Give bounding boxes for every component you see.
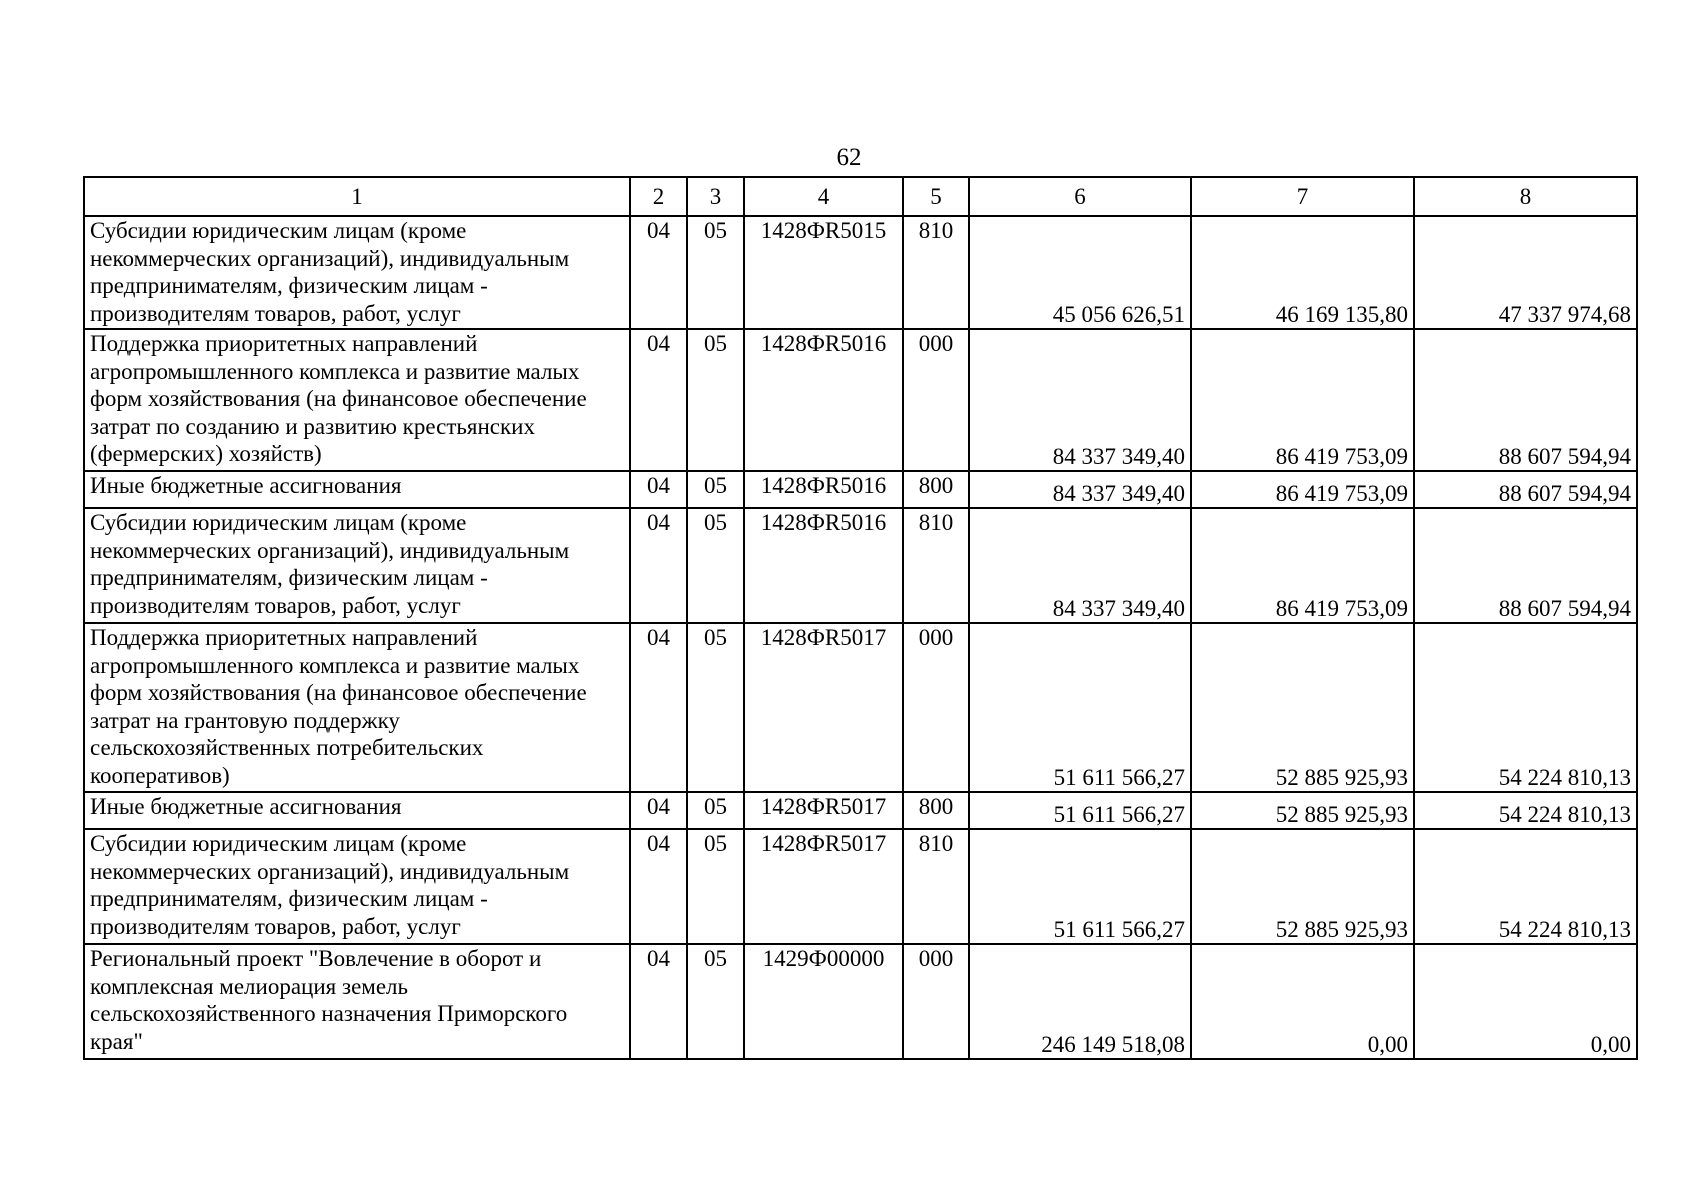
row-amount-7: 86 419 753,09: [1191, 329, 1414, 471]
table-row: [84, 829, 1637, 944]
col-header-5: 5: [903, 177, 969, 216]
row-amount-7: 86 419 753,09: [1191, 471, 1414, 508]
row-amount-8: 47 337 974,68: [1414, 216, 1637, 329]
row-section: 04: [630, 944, 687, 1059]
row-expense-type: 810: [903, 508, 969, 623]
row-amount-6: 51 611 566,27: [969, 792, 1191, 829]
row-expense-type: 810: [903, 829, 969, 944]
col-header-8: 8: [1414, 177, 1637, 216]
row-amount-8: 88 607 594,94: [1414, 329, 1637, 471]
row-target-article: 1428ФR5016: [744, 471, 903, 508]
row-target-article: 1428ФR5016: [744, 508, 903, 623]
row-section: 04: [630, 829, 687, 944]
row-target-article: 1428ФR5017: [744, 792, 903, 829]
budget-table: [83, 176, 1638, 1060]
row-expense-type: 800: [903, 792, 969, 829]
row-subsection: 05: [687, 508, 744, 623]
row-name: Поддержка приоритетных направлений агропромышленного комплекса и развитие малых форм хозяйствования (на финансовое обеспечение затрат по созданию и развитию крестьянских (фермерских) хозяйств): [84, 329, 630, 471]
row-amount-6: 84 337 349,40: [969, 471, 1191, 508]
row-name: Поддержка приоритетных направлений агропромышленного комплекса и развитие малых форм хозяйствования (на финансовое обеспечение затрат на грантовую поддержку сельскохозяйственных потребительских кооперативов): [84, 623, 630, 792]
row-amount-8: 54 224 810,13: [1414, 829, 1637, 944]
col-header-7: 7: [1191, 177, 1414, 216]
row-section: 04: [630, 508, 687, 623]
table-row: [84, 944, 1637, 1059]
table-row: [84, 792, 1637, 829]
row-amount-7: 52 885 925,93: [1191, 792, 1414, 829]
row-amount-7: 52 885 925,93: [1191, 623, 1414, 792]
col-header-2: 2: [630, 177, 687, 216]
row-subsection: 05: [687, 471, 744, 508]
row-amount-7: 46 169 135,80: [1191, 216, 1414, 329]
row-amount-6: 246 149 518,08: [969, 944, 1191, 1059]
row-name: Иные бюджетные ассигнования: [84, 471, 630, 508]
row-amount-8: 54 224 810,13: [1414, 792, 1637, 829]
table-row: [84, 216, 1637, 329]
page-number: 62: [836, 144, 862, 171]
row-amount-6: 51 611 566,27: [969, 829, 1191, 944]
row-amount-7: 86 419 753,09: [1191, 508, 1414, 623]
row-name: Иные бюджетные ассигнования: [84, 792, 630, 829]
row-expense-type: 800: [903, 471, 969, 508]
table-row: [84, 623, 1637, 792]
row-expense-type: 000: [903, 329, 969, 471]
col-header-4: 4: [744, 177, 903, 216]
row-amount-8: 0,00: [1414, 944, 1637, 1059]
row-amount-6: 51 611 566,27: [969, 623, 1191, 792]
row-name: Региональный проект "Вовлечение в оборот и комплексная мелиорация земель сельскохозяйственного назначения Приморского края": [84, 944, 630, 1059]
row-subsection: 05: [687, 623, 744, 792]
col-header-3: 3: [687, 177, 744, 216]
row-subsection: 05: [687, 792, 744, 829]
row-amount-6: 84 337 349,40: [969, 508, 1191, 623]
row-name: Субсидии юридическим лицам (кроме некоммерческих организаций), индивидуальным предпринимателям, физическим лицам - производителям товаров, работ, услуг: [84, 508, 630, 623]
row-section: 04: [630, 216, 687, 329]
row-amount-8: 54 224 810,13: [1414, 623, 1637, 792]
row-amount-8: 88 607 594,94: [1414, 471, 1637, 508]
row-section: 04: [630, 471, 687, 508]
header-row: [84, 177, 1637, 216]
row-section: 04: [630, 623, 687, 792]
row-subsection: 05: [687, 216, 744, 329]
row-target-article: 1428ФR5017: [744, 623, 903, 792]
row-expense-type: 810: [903, 216, 969, 329]
col-header-6: 6: [969, 177, 1191, 216]
row-subsection: 05: [687, 329, 744, 471]
row-section: 04: [630, 792, 687, 829]
table-row: [84, 329, 1637, 471]
row-target-article: 1428ФR5016: [744, 329, 903, 471]
row-expense-type: 000: [903, 944, 969, 1059]
row-name: Субсидии юридическим лицам (кроме некоммерческих организаций), индивидуальным предпринимателям, физическим лицам - производителям товаров, работ, услуг: [84, 216, 630, 329]
row-amount-7: 52 885 925,93: [1191, 829, 1414, 944]
row-amount-8: 88 607 594,94: [1414, 508, 1637, 623]
row-expense-type: 000: [903, 623, 969, 792]
row-target-article: 1428ФR5015: [744, 216, 903, 329]
row-target-article: 1428ФR5017: [744, 829, 903, 944]
row-target-article: 1429Ф00000: [744, 944, 903, 1059]
row-section: 04: [630, 329, 687, 471]
row-name: Субсидии юридическим лицам (кроме некоммерческих организаций), индивидуальным предпринимателям, физическим лицам - производителям товаров, работ, услуг: [84, 829, 630, 944]
row-subsection: 05: [687, 829, 744, 944]
row-amount-6: 84 337 349,40: [969, 329, 1191, 471]
row-amount-7: 0,00: [1191, 944, 1414, 1059]
table-row: [84, 471, 1637, 508]
row-amount-6: 45 056 626,51: [969, 216, 1191, 329]
col-header-1: 1: [84, 177, 630, 216]
row-subsection: 05: [687, 944, 744, 1059]
table-row: [84, 508, 1637, 623]
